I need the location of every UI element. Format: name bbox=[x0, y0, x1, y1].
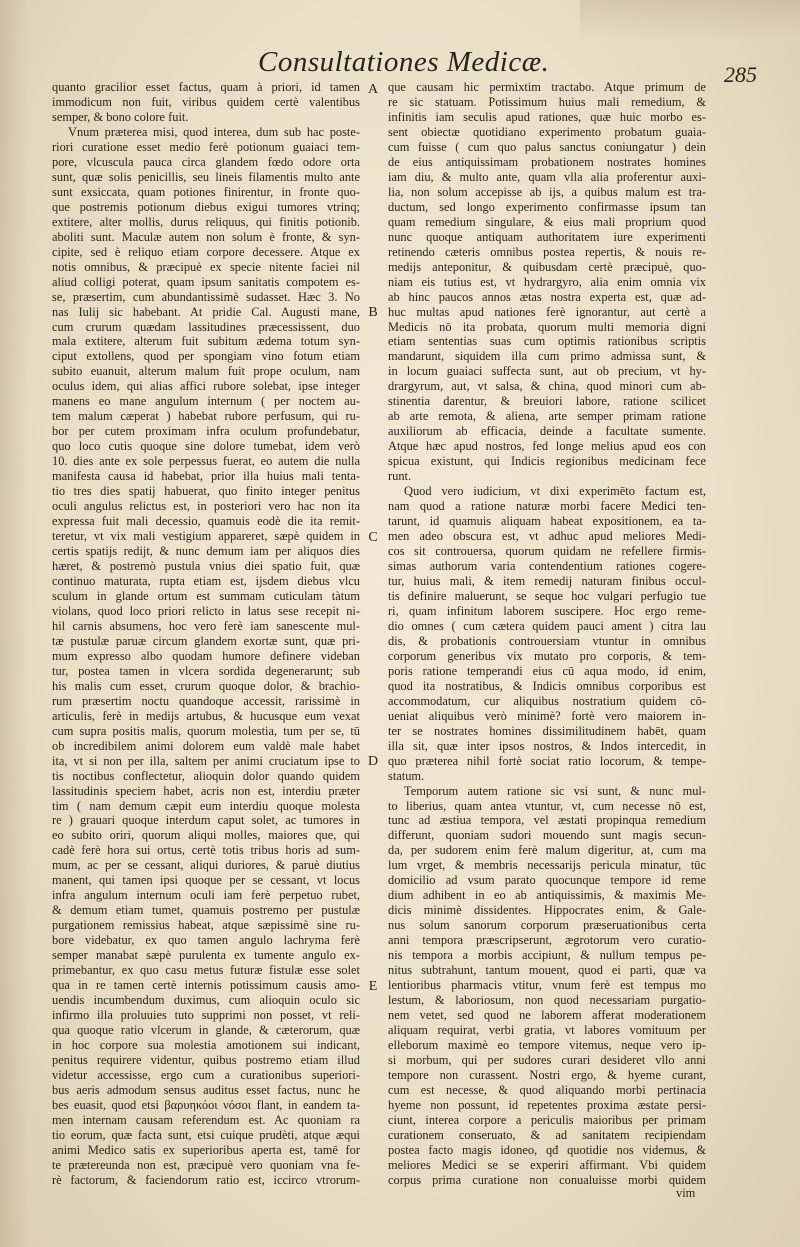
text-line: lia, non solum accepisse ab ijs, a quibus malum est tra- bbox=[388, 184, 706, 199]
text-line: penitus requirere videntur, quibus postremo etiam illud bbox=[52, 1052, 360, 1067]
text-line: aliquam requirat, verbi gratia, vt labores vomituum per bbox=[388, 1023, 706, 1038]
section-marker-a: A bbox=[367, 82, 379, 97]
text-line: ab arte remota, & aliena, arte semper primam ratione bbox=[388, 409, 706, 424]
text-line: lentioribus pharmacis vtitur, vnum ferè est tempus mo bbox=[388, 978, 706, 993]
text-line: in locum guaiaci suffecta sunt, aut ob precium, vt hy- bbox=[388, 364, 706, 379]
text-line: eo subito oriri, quorum aliqui molles, maiores que, qui bbox=[52, 828, 360, 843]
text-line: animi Medico satis ex superioribus aperta est, tamē for bbox=[52, 1142, 360, 1157]
text-line: nam quod a ratione naturæ morbi facere Medici ten- bbox=[388, 499, 706, 514]
text-line: rè factorum, & faciendorum ratio est, iccirco vtrorum- bbox=[52, 1172, 360, 1187]
text-line: dium adhibent in eo ab antiquissimis, & maximis Me- bbox=[388, 888, 706, 903]
text-line: rum præsertim noctu quandoque accessit, rarissimè in bbox=[52, 693, 360, 708]
text-line: cum est necesse, & quod aliquando morbi pertinacia bbox=[388, 1082, 706, 1097]
text-line: sent obiectæ quotidiano experimento probatum guaia- bbox=[388, 124, 706, 139]
page-stain-top bbox=[580, 0, 800, 40]
text-line: continuo maturata, rupta etiam est, ijsdem diebus vlcu bbox=[52, 573, 360, 588]
text-line: infinitis iam seculis apud rationes, quæ huic morbo es- bbox=[388, 109, 706, 124]
text-line: dis, & probationis controuersiam vtuntur in omnibus bbox=[388, 633, 706, 648]
text-line: nus solum sanorum corporum præseruationibus certa bbox=[388, 918, 706, 933]
text-line: uendis incumbendum duximus, cum alioquin oculo sic bbox=[52, 993, 360, 1008]
text-line: que causam hic permixtim tractabo. Atque primum de bbox=[388, 80, 706, 94]
text-line: si morbum, qui per sudores curari desideret vllo anni bbox=[388, 1052, 706, 1067]
text-line: que postremis potionum diebus exigui tumores vtrinq; bbox=[52, 199, 360, 214]
text-line: ueniat aliquibus verò minimè? fortè vero maiorem in- bbox=[388, 708, 706, 723]
text-line: lassitudinis speciem habet, acris non est, interdiu præter bbox=[52, 783, 360, 798]
text-line: anni tempora præscripserunt, ægrotorum vero curatio- bbox=[388, 933, 706, 948]
text-line: tur, huius mali, & item remedij naturam finibus occul- bbox=[388, 573, 706, 588]
text-line: tempore non curassent. Nostri ergo, & hyeme curant, bbox=[388, 1067, 706, 1082]
text-line: semper manabat sæpè purulenta ex tumente angulo ex- bbox=[52, 948, 360, 963]
section-marker-c: C bbox=[368, 530, 378, 545]
text-line: ter se nostrates homines dissimilitudinem habēt, quam bbox=[388, 723, 706, 738]
text-line: semper, & bono colore fuit. bbox=[52, 109, 189, 124]
text-line: Temporum autem ratione sic vsi sunt, & nunc mul- bbox=[404, 783, 706, 798]
page-number: 285 bbox=[724, 62, 757, 87]
text-line: sunt, quæ solis penicillis, seu lineis filamentis multo ante bbox=[52, 169, 360, 184]
text-line: re ) grauari quoque interdum caput solet, ac tumores in bbox=[52, 813, 360, 828]
text-line: etiam sententias suas cum optimis rationibus scriptis bbox=[388, 334, 706, 349]
text-line: bor per cutem proximam infra oculum profundebatur, bbox=[52, 424, 360, 439]
left-column bbox=[52, 80, 360, 1188]
text-line: & demum etiam tumet, quamuis postremo per pustulæ bbox=[52, 903, 360, 918]
text-line: spicua existunt, qui Indicis regionibus medicinam fece bbox=[388, 454, 706, 469]
text-line: nis tempora a morbis accipiunt, & nullum tempus pe- bbox=[388, 948, 706, 963]
text-line: teretur, vt vix mali vestigium appareret, sæpè quidem in bbox=[52, 529, 360, 544]
text-line: niam eis tutius est, vt hydrargyro, alia enim omnia vix bbox=[388, 274, 706, 289]
text-line: domicilio ad vsum parato quocunque tempore id reme bbox=[388, 873, 706, 888]
text-line: ita, vt si non per illa, saltem per animi cruciatum ipse to bbox=[52, 753, 360, 768]
text-line: medijs anteponitur, & quibusdam certè præcipuè, quo- bbox=[388, 259, 706, 274]
text-line: cadè ferè hora sui ortus, certè totis tribus horis ad sum- bbox=[52, 843, 360, 858]
text-line: cum fuisse ( cum quo palus sanctus coniungatur ) dein bbox=[388, 139, 706, 154]
text-line: ductum, sed longo experimento confirmasse ipsum tan bbox=[388, 199, 706, 214]
text-line: extitere, alter mollis, durus reliquus, qui finitis potionib. bbox=[52, 214, 360, 229]
text-line: lestum, & laboriosum, non quod necessariam purgatio- bbox=[388, 993, 706, 1008]
right-column bbox=[388, 80, 706, 1188]
text-line: meliores Medici se se experiri affirmant. Vbi quidem bbox=[388, 1157, 706, 1172]
text-line: re sic statuam. Potissimum huius mali remedium, & bbox=[388, 94, 706, 109]
text-line: sunt exsiccata, quam potiones finirentur, in fronte quo- bbox=[52, 184, 360, 199]
text-line: his malis cum esset, crurum quoque dolor, & brachio- bbox=[52, 678, 360, 693]
text-line: articulis, ferè in medijs artubus, & hucusque eum vexat bbox=[52, 708, 360, 723]
text-line: tur, postea tamen in vlcera sordida degenerarunt; sub bbox=[52, 663, 360, 678]
text-line: hil carnis absumens, hoc vero ferè iam sanescente mul- bbox=[52, 618, 360, 633]
text-line: Atque hæc apud nostros, fed longe melius apud eos con bbox=[388, 439, 706, 454]
text-line: tarunt, id quamuis aliquam habeat expositionem, ea ta- bbox=[388, 514, 706, 529]
section-marker-e: E bbox=[368, 979, 378, 994]
text-line: purgationem remissius habeat, atque sæpissimè sine ru- bbox=[52, 918, 360, 933]
text-line: differunt, quoniam sudori mouendo sunt magis secun- bbox=[388, 828, 706, 843]
text-line: mum expresso albo quodam humore definere videban bbox=[52, 648, 360, 663]
running-title: Consultationes Medicæ. bbox=[258, 46, 550, 78]
text-line: tio tres dies spatij habuerat, quo finito integer penitus bbox=[52, 484, 360, 499]
text-line: tio eorum, quæ facta sunt, etsi cuique prudèti, atque æqui bbox=[52, 1127, 360, 1142]
text-line: riori curatione esset medio ferè potionum guaiaci tem- bbox=[52, 139, 360, 154]
text-line: corpus prima curatione non conualuisse morbi quidem bbox=[388, 1172, 706, 1187]
text-line: auxiliorum ab efficacia, deinde a facultate sumente. bbox=[388, 424, 706, 439]
text-line: quo præterea nihil fortè sociat ratio locorum, & tempe- bbox=[388, 753, 706, 768]
text-line: qua quoque ratio vlcerum in glande, & cæterorum, quæ bbox=[52, 1023, 360, 1038]
text-line: simas authorum varia contendentium rationes cogere- bbox=[388, 559, 706, 573]
text-line: runt. bbox=[388, 469, 412, 484]
text-line: postea facto magis idoneo, qđ quotidie nos videmus, & bbox=[388, 1142, 706, 1157]
text-line: Medicis nō ita probata, quorum multi memoria digni bbox=[388, 319, 706, 334]
text-line: hæret, & postremò pustula vnius diei spatio fuit, quæ bbox=[52, 559, 360, 573]
text-line: primebantur, ex quo casu metus futuræ fistulæ esse solet bbox=[52, 963, 360, 978]
text-line: retinendo cæteris omnibus postea repertis, & nouis re- bbox=[388, 244, 706, 259]
text-line: nunc quoque antiquam authoritatem iure experimenti bbox=[388, 229, 706, 244]
text-line: men adeo obscura est, vt adhuc apud meliores Medi- bbox=[388, 529, 706, 544]
text-line: expressa fuit mali decessio, quamuis eodè die ita remit- bbox=[52, 514, 360, 529]
text-line: aboliti sunt. Maculæ autem non solum è fronte, & syn- bbox=[52, 229, 360, 244]
text-line: quod ita nostratibus, & Indicis omnibus corporibus est bbox=[388, 678, 706, 693]
text-line: Vnum præterea misi, quod interea, dum sub hac poste- bbox=[68, 124, 360, 139]
page-stain-gutter bbox=[0, 0, 30, 1247]
text-line: bus aeris admodum sensus auditus esset factus, nunc he bbox=[52, 1082, 360, 1097]
text-line: quo loco cutis quoque sine dolore tumebat, idem verò bbox=[52, 439, 360, 454]
text-line: hyeme non possunt, id repetentes proxima æstate persi- bbox=[388, 1097, 706, 1112]
text-line: ri, quam infinitum laborem suscipere. Hoc ergo reme- bbox=[388, 603, 706, 618]
text-line: men internam causam referendum est. Ac quoniam ra bbox=[52, 1112, 360, 1127]
text-line: tis definire maluerunt, se seque hoc vulgari perfugio tue bbox=[388, 588, 706, 603]
text-line: ab hinc paucos annos ætas nostra experta est, quæ ad- bbox=[388, 289, 706, 304]
text-line: in hoc corpore sua molestia amotionem sui indicant, bbox=[52, 1038, 360, 1052]
text-line: elleborum maximè eo tempore vitemus, neque vero ip- bbox=[388, 1038, 706, 1052]
text-line: immodicum non fuit, viribus quidem certè valentibus bbox=[52, 94, 360, 109]
text-line: Quod vero iudicium, vt dixi experimēto factum est, bbox=[404, 484, 706, 499]
text-line: nas Iulij sic habebant. At pridie Cal. Augusti mane, bbox=[52, 304, 360, 319]
text-line: da, per sudorem enim ferè malum digeritur, at, cum ma bbox=[388, 843, 706, 858]
text-line: tim ( nam demum cæpit eum interdiu quoque molesta bbox=[52, 798, 360, 813]
text-line: cum crurum quædam lassitudines præcessissent, duo bbox=[52, 319, 360, 334]
text-line: bes euasit, quod etsi βαρυηκόοι νόσοι flant, in eandem ta- bbox=[52, 1097, 360, 1112]
text-line: poris ratione temperandi eius cū aqua modo, id enim, bbox=[388, 663, 706, 678]
text-line: quanto gracilior esset factus, quam à priori, id tamen bbox=[52, 80, 360, 94]
text-line: aliud colligi poterat, quam ipsum sanitatis compotem es- bbox=[52, 274, 360, 289]
text-line: tem malum cæperat ) habebat rubore perfusum, qui ru- bbox=[52, 409, 360, 424]
text-line: manifesta causa id habebat, prior illa huius mali tenta- bbox=[52, 469, 360, 484]
section-marker-d: D bbox=[367, 754, 379, 769]
text-line: 10. dies ante ex sole perpessus fuerat, eo autem die nulla bbox=[52, 454, 360, 469]
text-line: to liberius, quam antea vtuntur, vt, cum necesse nō est, bbox=[388, 798, 706, 813]
text-line: oculus idem, qui alias affici rubore solebat, ipse integer bbox=[52, 379, 360, 394]
text-line: cos sit controuersa, quorum quidam ne refellere firmis- bbox=[388, 544, 706, 559]
text-line: pore, vlcuscula pauca circa glandem fœdo odore orta bbox=[52, 154, 360, 169]
text-line: drargyrum, aut, vt salsa, & china, quod minori cum ab- bbox=[388, 379, 706, 394]
text-line: mala extitere, alterum fuit subitum ædema totum syn- bbox=[52, 334, 360, 349]
text-line: nem vetet, sed quod ne laborem afferat moderationem bbox=[388, 1008, 706, 1023]
text-line: subito euanuit, alterum malum fuit prope oculum, nam bbox=[52, 364, 360, 379]
text-line: videtur accessisse, ergo cum a curationibus superiori- bbox=[52, 1067, 360, 1082]
text-line: dicis minimè dissidentes. Hippocrates enim, & Gale- bbox=[388, 903, 706, 918]
text-line: quam remedium singulare, & eius mali proprium quod bbox=[388, 214, 706, 229]
text-line: manens eo mane angulum internum ( per noctem au- bbox=[52, 394, 360, 409]
text-line: manent, qui tamen ipsi quoque per se cessant, vt locus bbox=[52, 873, 360, 888]
text-line: accommodatum, cur aliquibus nostratium quidem cō- bbox=[388, 693, 706, 708]
text-line: statum. bbox=[388, 768, 425, 783]
text-line: infirmo illa proluuies tuto supprimi non posset, vt reli- bbox=[52, 1008, 360, 1023]
text-line: mum, ac per se cessant, aliqui duriores, & paruè diutius bbox=[52, 858, 360, 873]
text-line: tis noctibus conflectetur, alioquin dolor quando quidem bbox=[52, 768, 360, 783]
text-line: oculi angulus relictus est, in posteriori vero hac non ita bbox=[52, 499, 360, 514]
text-line: tunc ad æstiua tempora, vel æstati propinqua remedium bbox=[388, 813, 706, 828]
text-line: sculum in glande ortum est summam cuticulam tàtum bbox=[52, 588, 360, 603]
text-line: cum supra positis malis, quorum molestia, tum per se, tū bbox=[52, 723, 360, 738]
text-line: curationem conseruato, & ad sanitatem recipiendam bbox=[388, 1127, 706, 1142]
text-line: stinentia darentur, & breuiori labore, ratione scilicet bbox=[388, 394, 706, 409]
text-line: illa sit, quæ inter ipsos nostros, & Indos intercedit, in bbox=[388, 738, 706, 753]
text-line: se, præsertim, cum abundantissimè sudasset. Hæc 3. No bbox=[52, 289, 360, 304]
catchword: vim bbox=[676, 1186, 696, 1200]
text-line: dio omnes ( cum cætera quidem pauci ament ) citra lau bbox=[388, 618, 706, 633]
section-marker-b: B bbox=[368, 305, 378, 320]
text-line: te prætereunda non est, præcipuè vero quoniam vna fe- bbox=[52, 1157, 360, 1172]
text-line: lum vrget, & membris necessarijs pericula minatur, tūc bbox=[388, 858, 706, 873]
text-line: bore videbatur, ex quo tamen angulo lachryma ferè bbox=[52, 933, 360, 948]
text-line: certis spatijs redijt, & nunc demum iam per aliquos dies bbox=[52, 544, 360, 559]
text-line: infra angulum internum oculi iam ferè perpetuo rubet, bbox=[52, 888, 360, 903]
text-line: huc multas apud nationes ferè ignorantur, aut certè a bbox=[388, 304, 706, 319]
text-line: ciput extollens, quod per spongiam vino fotum etiam bbox=[52, 349, 360, 364]
text-line: qua in re tamen certè internis potissimum causis amo- bbox=[52, 978, 360, 993]
text-line: iam diu, & multo ante, quam vlla alia proferentur auxi- bbox=[388, 169, 706, 184]
text-line: nitus subtrahunt, tantum mouent, quod ei parti, quæ va bbox=[388, 963, 706, 978]
text-line: violans, quod loco priori relicto in latus sese recepit ni- bbox=[52, 603, 360, 618]
text-line: notis omnibus, & præcipuè ex specie nitente faciei nil bbox=[52, 259, 360, 274]
text-line: cipite, sed è reliquo etiam corpore decessere. Atque ex bbox=[52, 244, 360, 259]
text-line: de eius antiquissimam probationem nostrates homines bbox=[388, 154, 706, 169]
text-line: tæ pustulæ paruæ circum glandem exortæ sunt, quæ pri- bbox=[52, 633, 360, 648]
text-line: mandarunt, siquidem illa cum primo admissa sunt, & bbox=[388, 349, 706, 364]
text-line: ob incredibilem animi dolorem eum valdè male habet bbox=[52, 738, 360, 753]
text-line: ciunt, interea corpore a periculis maioribus per primam bbox=[388, 1112, 706, 1127]
text-line: corporum generibus vix mutato pro corporis, & tem- bbox=[388, 648, 706, 663]
